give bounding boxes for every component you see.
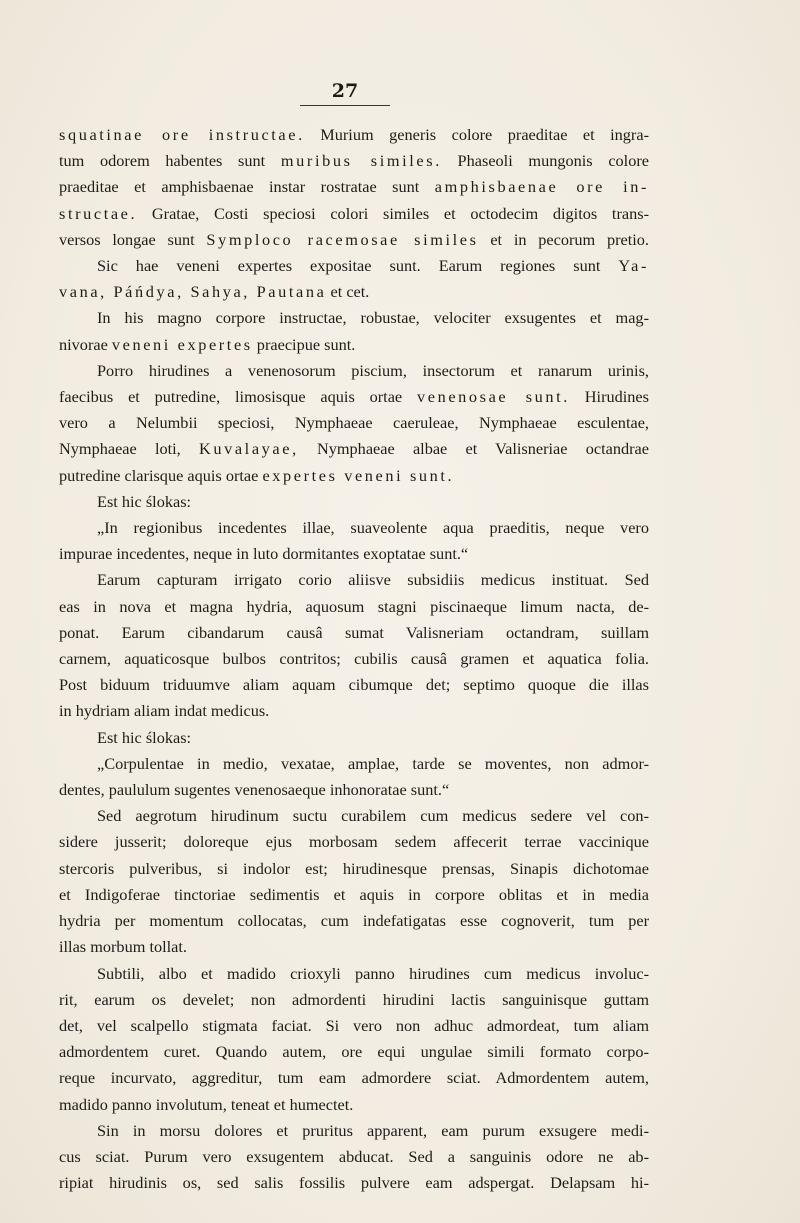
line-segment: putredine clarisque aquis ortae [59, 465, 263, 485]
text-line [59, 436, 649, 462]
body-text [59, 122, 649, 1196]
line-segment: Sin in morsu dolores et pruritus apparent, eam purum exsugere medi- [97, 1120, 649, 1140]
line-segment: Earum capturam irrigato corio aliisve subsidiis medicus instituat. Sed [97, 570, 649, 590]
line-segment: det, vel scalpello stigmata faciat. Si vero non adhuc admordeat, tum aliam [59, 1015, 649, 1035]
line-segment: praecipue sunt. [252, 334, 356, 354]
text-line [59, 1039, 649, 1065]
line-segment: Est hic ślokas: [97, 727, 192, 747]
line-segment: dentes, paululum sugentes venenosaeque inhonoratae sunt.“ [59, 780, 450, 800]
page-number: 27 [300, 80, 390, 106]
spaced-emphasis-text: Ya- [618, 256, 649, 276]
text-line [59, 594, 649, 620]
line-segment: Sic hae veneni expertes expositae sunt. Earum regiones sunt [97, 256, 619, 276]
text-line [59, 463, 649, 489]
spaced-emphasis-text: amphisbaenae ore in- [434, 177, 649, 197]
spaced-emphasis-text: venenosae sunt. [416, 387, 570, 407]
text-line [59, 332, 649, 358]
line-segment: „In regionibus incedentes illae, suaveolente aqua praeditis, neque vero [97, 518, 649, 538]
line-segment: „Corpulentae in medio, vexatae, amplae, tarde se moventes, non admor- [97, 753, 649, 773]
line-segment: Hirudines [569, 387, 649, 407]
line-segment: rit, earum os develet; non admordenti hirudini lactis sanguinisque guttam [59, 989, 649, 1009]
line-segment: Gratae, Costi speciosi colori similes et octodecim digitos trans- [137, 203, 649, 223]
text-line [59, 829, 649, 855]
line-segment: ripiat hirudinis os, sed salis fossilis pulvere eam adspergat. Delapsam hi- [59, 1173, 649, 1193]
text-line [59, 672, 649, 698]
text-line [59, 1092, 649, 1118]
spaced-emphasis-text: squatinae ore instructae. [59, 125, 305, 144]
line-segment: Phaseoli mungonis colore [441, 151, 649, 171]
spaced-emphasis-text: expertes veneni sunt. [262, 465, 455, 485]
text-line [59, 122, 649, 148]
text-line [59, 1170, 649, 1196]
line-segment: Porro hirudines a venenosorum piscium, insectorum et ranarum urinis, [97, 360, 649, 380]
text-line [59, 489, 649, 515]
text-line [59, 620, 649, 646]
text-line [59, 908, 649, 934]
text-line [59, 174, 649, 200]
line-segment: faecibus et putredine, limosisque aquis ortae [59, 387, 417, 407]
line-segment: vero a Nelumbii speciosi, Nymphaeae caeruleae, Nymphaeae esculentae, [59, 413, 649, 433]
line-segment: et Indigoferae tinctoriae sedimentis et aquis in corpore oblitas et in media [59, 884, 649, 904]
line-segment: cus sciat. Purum vero exsugentem abducat. Sed a sanguinis odore ne ab- [59, 1146, 649, 1166]
text-line [59, 253, 649, 279]
text-line [59, 646, 649, 672]
line-segment: admordentem curet. Quando autem, ore equi ungulae simili formato corpo- [59, 1042, 649, 1062]
text-line [59, 227, 649, 253]
line-segment: Nymphaeae loti, [59, 439, 199, 459]
text-line [59, 987, 649, 1013]
spaced-emphasis-text: Symploco racemosae similes [206, 229, 479, 249]
text-line [59, 1065, 649, 1091]
line-segment: Nymphaeae albae et Valisneriae octandrae [298, 439, 650, 459]
text-line [59, 698, 649, 724]
line-segment: Murium generis colore praeditae et ingra- [304, 125, 649, 144]
text-line [59, 961, 649, 987]
line-segment: Est hic ślokas: [97, 491, 192, 511]
text-line [59, 305, 649, 331]
line-segment: in hydriam aliam indat medicus. [59, 701, 270, 721]
line-segment: tum odorem habentes sunt [59, 151, 281, 171]
line-segment: reque incurvato, aggreditur, tum eam admordere sciat. Admordentem autem, [59, 1068, 649, 1088]
line-segment: impurae incedentes, neque in luto dormitantes exoptatae sunt.“ [59, 544, 469, 564]
text-line [59, 1144, 649, 1170]
spaced-emphasis-text: structae. [59, 203, 138, 223]
line-segment: carnem, aquaticosque bulbos contritos; cubilis causâ gramen et aquatica folia. [59, 649, 649, 669]
line-segment: In his magno corpore instructae, robustae, velociter exsugentes et mag- [97, 308, 649, 328]
text-line [59, 201, 649, 227]
text-line [59, 148, 649, 174]
text-line [59, 541, 649, 567]
line-segment: versos longae sunt [59, 229, 207, 249]
spaced-emphasis-text: veneni expertes [111, 334, 253, 354]
text-line [59, 279, 649, 305]
text-line [59, 358, 649, 384]
spaced-emphasis-text: muribus similes. [280, 151, 442, 171]
text-line [59, 567, 649, 593]
line-segment: sidere jusserit; doloreque ejus morbosam sedem affecerit terrae vaccinique [59, 832, 649, 852]
line-segment: et in pecorum pretio. [478, 229, 650, 249]
line-segment: illas morbum tollat. [59, 937, 187, 957]
line-segment: stercoris pulveribus, si indolor est; hirudinesque prensas, Sinapis dichotomae [59, 858, 649, 878]
line-segment: ponat. Earum cibandarum causâ sumat Valisneriam octandram, suillam [59, 622, 649, 642]
line-segment: et cet. [326, 282, 370, 302]
spaced-emphasis-text: vana, Páńdya, Sahya, Pautana [59, 282, 327, 302]
text-line [59, 856, 649, 882]
text-line [59, 803, 649, 829]
line-segment: Sed aegrotum hirudinum suctu curabilem cum medicus sedere vel con- [97, 806, 649, 826]
line-segment: madido panno involutum, teneat et humectet. [59, 1094, 354, 1114]
text-line [59, 410, 649, 436]
line-segment: eas in nova et magna hydria, aquosum stagni piscinaeque limum nacta, de- [59, 596, 649, 616]
text-line [59, 934, 649, 960]
line-segment: nivorae [59, 334, 112, 354]
text-line [59, 1013, 649, 1039]
text-line [59, 725, 649, 751]
line-segment: hydria per momentum collocatas, cum indefatigatas esse cognoverit, tum per [59, 911, 649, 931]
text-line [59, 384, 649, 410]
text-line [59, 777, 649, 803]
text-line [59, 882, 649, 908]
line-segment: praeditae et amphisbaenae instar rostratae sunt [59, 177, 435, 197]
text-line [59, 751, 649, 777]
line-segment: Subtili, albo et madido crioxyli panno hirudines cum medicus involuc- [97, 963, 649, 983]
text-line [59, 515, 649, 541]
spaced-emphasis-text: Kuvalayae, [198, 439, 299, 459]
line-segment: Post biduum triduumve aliam aquam cibumque det; septimo quoque die illas [59, 675, 649, 695]
text-line [59, 1118, 649, 1144]
